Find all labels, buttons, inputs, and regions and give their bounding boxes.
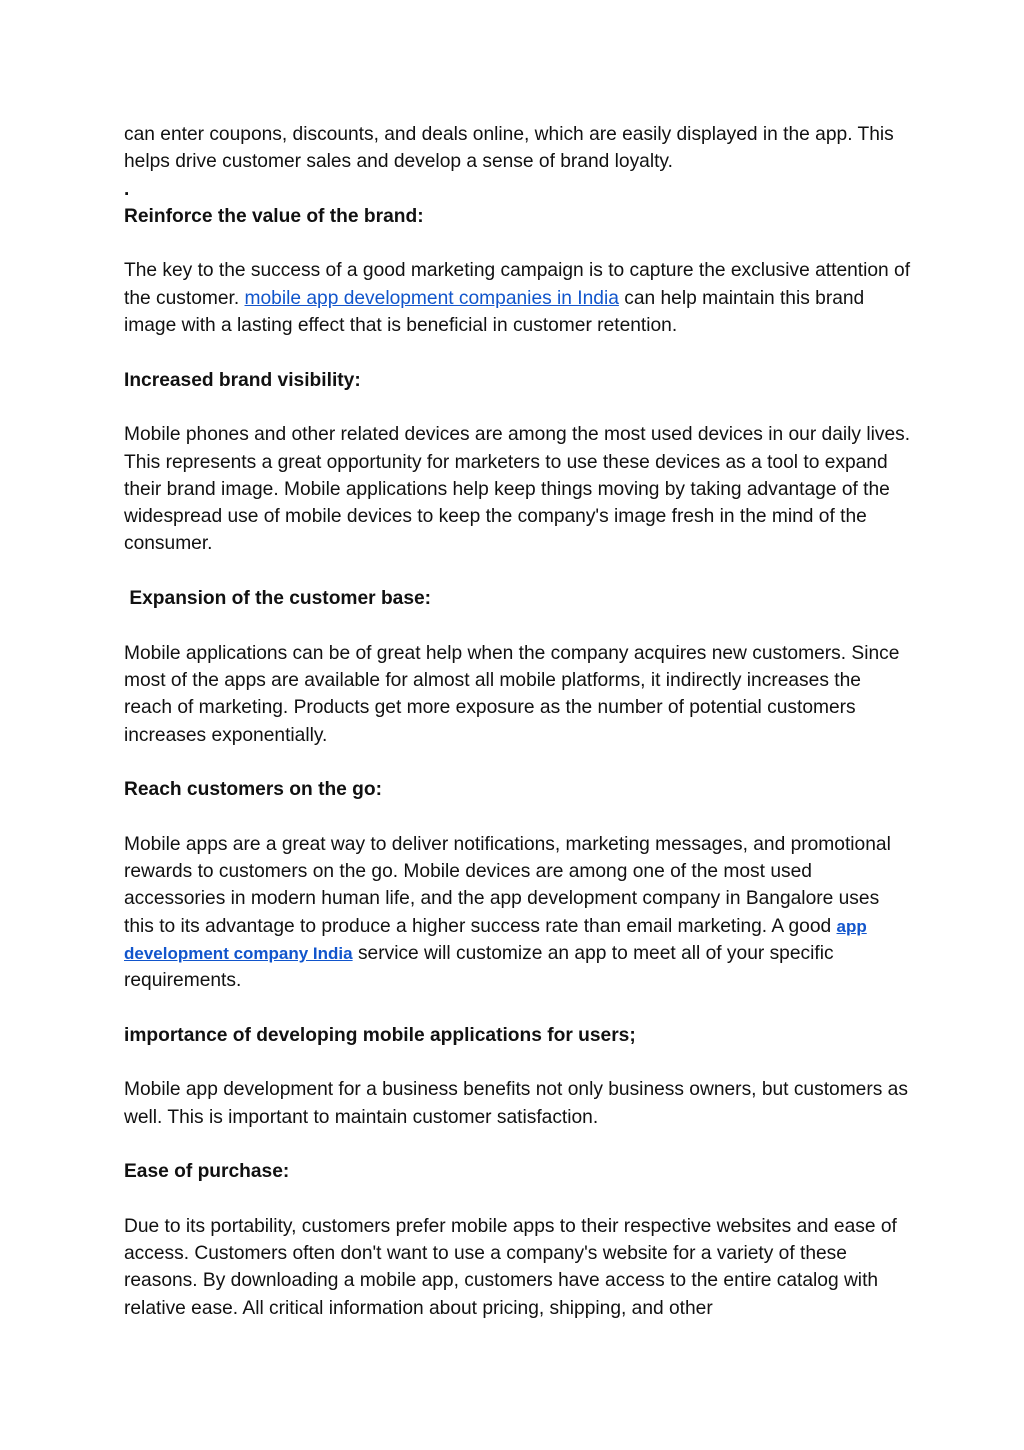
paragraph-brand-value xyxy=(124,257,914,339)
spacer xyxy=(124,1049,914,1076)
paragraph-on-the-go xyxy=(124,831,914,995)
spacer xyxy=(124,803,914,830)
paragraph-text: The key to the success of a good marketing campaign is to capture the exclusive attention of the customer. xyxy=(124,260,911,309)
paragraph-importance: Mobile app development for a business benefits not only business owners, but customers as well. This is important to maintain customer satisfaction. xyxy=(124,1079,908,1128)
spacer xyxy=(124,558,914,585)
spacer xyxy=(124,995,914,1022)
spacer xyxy=(124,339,914,366)
document-page xyxy=(124,121,914,1322)
heading-on-the-go: Reach customers on the go: xyxy=(124,779,383,801)
spacer xyxy=(124,1131,914,1158)
paragraph-visibility: Mobile phones and other related devices are among the most used devices in our daily lives. This represents a great opportunity for marketers to use these devices as a tool to expand their brand image. Mobile applications help keep things moving by taking advantage of the widespread use of mobile devices to keep the company's image fresh in the mind of the consumer. xyxy=(124,424,911,555)
heading-visibility: Increased brand visibility: xyxy=(124,369,361,391)
spacer xyxy=(124,612,914,639)
paragraph-text: Mobile apps are a great way to deliver notifications, marketing messages, and promotional rewards to customers on the go. Mobile devices are among one of the most used accessories in modern human life, and the app development company in Bangalore uses this to its advantage to produce a higher success rate than email marketing. A good xyxy=(124,833,891,937)
paragraph-text: service will customize an app to meet all of your specific requirements. xyxy=(124,942,834,992)
heading-brand-value: Reinforce the value of the brand: xyxy=(124,205,424,227)
link-app-development-company-india[interactable]: app development company India xyxy=(124,916,867,963)
intro-dot: . xyxy=(124,178,130,200)
spacer xyxy=(124,230,914,257)
heading-ease: Ease of purchase: xyxy=(124,1161,290,1183)
heading-customer-base: Expansion of the customer base: xyxy=(124,588,432,610)
paragraph-customer-base: Mobile applications can be of great help when the company acquires new customers. Since most of the apps are available for almost all mobile platforms, it indirectly increases the reach of marketing. Products get more exposure as the number of potential customers increases exponentially. xyxy=(124,642,900,746)
spacer xyxy=(124,749,914,776)
spacer xyxy=(124,1186,914,1213)
intro-paragraph: can enter coupons, discounts, and deals online, which are easily displayed in the app. This helps drive customer sales and develop a sense of brand loyalty. xyxy=(124,124,894,173)
paragraph-text: can help maintain this brand image with a lasting effect that is beneficial in customer retention. xyxy=(124,287,865,337)
spacer xyxy=(124,394,914,421)
paragraph-ease: Due to its portability, customers prefer mobile apps to their respective websites and ease of access. Customers often don't want to use a company's website for a variety of these reasons. By downloading a mobile app, customers have access to the entire catalog with relative ease. All critical information about pricing, shipping, and other xyxy=(124,1215,897,1319)
link-mobile-app-development-companies[interactable]: mobile app development companies in India xyxy=(244,287,619,309)
heading-importance: importance of developing mobile applications for users; xyxy=(124,1024,636,1046)
